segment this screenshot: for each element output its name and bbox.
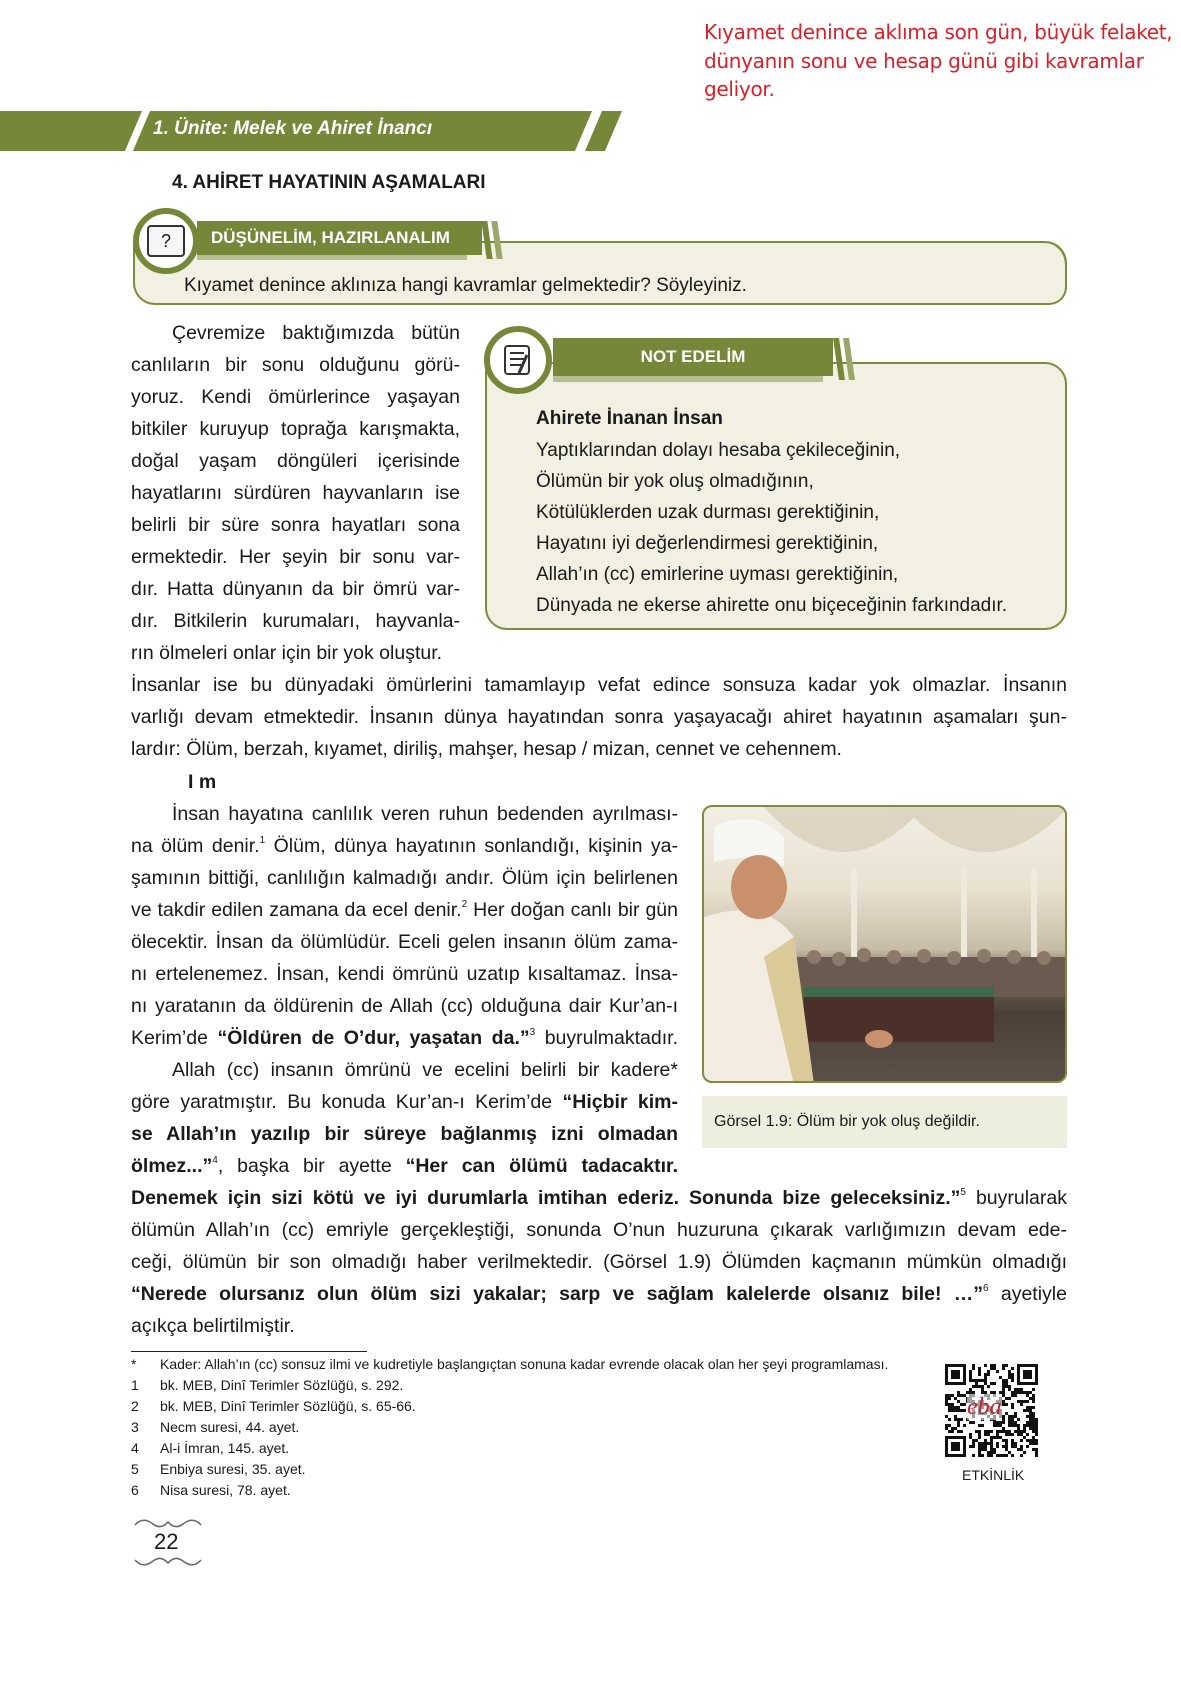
text-line [131, 381, 460, 413]
text-run: lardır: Ölüm, berzah, kıyamet, diriliş, mahşer, hesap / mizan, cennet ve cehennem. [131, 738, 842, 760]
text-run: Allah (cc) insanın ömrünü ve ecelini belirli bir kadere* [172, 1059, 678, 1081]
text-run: açıkça belirtilmiştir. [131, 1315, 295, 1337]
text-line [131, 573, 460, 605]
note-item: Ölümün bir yok oluş olmadığının, [536, 471, 814, 492]
footnote-number: 5 [131, 1461, 139, 1477]
note-box-title [553, 338, 833, 376]
text-line [131, 862, 678, 894]
text-run: Her doğan canlı bir gün [467, 899, 678, 921]
footnote-number: * [131, 1356, 137, 1372]
text-line [172, 317, 460, 349]
section-heading: 4. AHİRET HAYATININ AŞAMALARI [172, 172, 486, 193]
text-line [131, 1150, 678, 1182]
notepad-icon [484, 326, 552, 394]
verse-quote: “Her can ölümü tadacaktır. [405, 1155, 678, 1177]
text-line [131, 637, 460, 669]
text-run: varlığı devam etmektedir. İnsanın dünya hayatından sonra yaşayacağı ahiret hayatının aşamaları şun- [131, 706, 1067, 728]
text-run: ayetiyle [988, 1283, 1067, 1305]
note-item: Hayatını iyi değerlendirmesi gerektiğinin, [536, 533, 879, 554]
figure-caption: Görsel 1.9: Ölüm bir yok oluş değildir. [702, 1096, 1067, 1148]
text-run: dır. Bitkilerin kurumaları, hayvanla- [131, 610, 460, 632]
think-question: Kıyamet denince aklınıza hangi kavramlar gelmektedir? Söyleyiniz. [184, 275, 747, 296]
text-run: ve takdir edilen zamana da ecel denir. [131, 899, 462, 921]
think-box-border [480, 241, 1067, 265]
text-run: ermektedir. Her şeyin bir sonu var- [131, 546, 460, 568]
footnote-divider [131, 1351, 367, 1352]
text-line [131, 509, 460, 541]
text-run: bitkiler kuruyup toprağa karışmakta, [131, 418, 460, 440]
footnote-number: 2 [131, 1398, 139, 1414]
subheading-olum: I m [188, 771, 217, 793]
handwritten-answer-note [704, 18, 1174, 104]
footnote-number: 3 [131, 1419, 139, 1435]
page-number: 22 [154, 1529, 179, 1554]
text-run: nı yaratanın da öldürenin de Allah (cc) olduğuna dair Kur’an-ı [131, 995, 678, 1017]
note-box [485, 362, 1067, 630]
text-line [131, 349, 460, 381]
eba-logo: eba [967, 1394, 1002, 1420]
footnote-text: Enbiya suresi, 35. ayet. [160, 1461, 306, 1477]
think-box-title-text: DÜŞÜNELİM, HAZIRLANALIM [211, 228, 450, 247]
note-item: Kötülüklerden uzak durması gerektiğinin, [536, 502, 880, 523]
text-run: na ölüm denir. [131, 835, 260, 857]
text-line [131, 413, 460, 445]
footnote-text: Necm suresi, 44. ayet. [160, 1419, 300, 1435]
ornament-bottom-icon [133, 1555, 203, 1569]
text-run: göre yaratmıştır. Bu konuda Kur’an-ı Kerim’de [131, 1091, 563, 1113]
text-run: doğal yaşam döngüleri içerisinde [131, 450, 460, 472]
text-run: dır. Hatta dünyanın da bir ömrü var- [131, 578, 460, 600]
checklist-icon [501, 343, 535, 377]
question-bubble-icon [133, 208, 199, 274]
footnote-text: Nisa suresi, 78. ayet. [160, 1482, 291, 1498]
text-line [131, 1022, 678, 1054]
footnote-text: bk. MEB, Dinî Terimler Sözlüğü, s. 292. [160, 1377, 404, 1393]
text-run: nı ertelenemez. İnsan, kendi ömrünü uzatıp kısaltamaz. İnsa- [131, 963, 678, 985]
annotation-line: dünyanın sonu ve hesap günü gibi kavramlar [704, 48, 1144, 73]
text-run: ceği, ölümün bir son olmadığı haber verilmektedir. (Görsel 1.9) Ölümden kaçmanın mümkün olmadığı [131, 1251, 1067, 1273]
text-line [131, 958, 678, 990]
verse-quote: se Allah’ın yazılıp bir süreye bağlanmış izni olmadan [131, 1123, 678, 1145]
unit-title: 1. Ünite: Melek ve Ahiret İnancı [153, 118, 433, 139]
footnote-ref: 5 [960, 1187, 966, 1198]
footnote-number: 6 [131, 1482, 139, 1498]
footnote-ref: 4 [212, 1155, 218, 1166]
footnote-ref: 1 [259, 835, 266, 846]
note-box-title-text: NOT EDELİM [640, 347, 746, 366]
funeral-prayer-photo [702, 805, 1067, 1083]
footnote-ref: 2 [461, 899, 468, 910]
text-line [131, 733, 1067, 765]
text-run: İnsanlar ise bu dünyadaki ömürlerini tamamlayıp vefat edince sonsuza kadar yok olmazlar. İnsanın [131, 674, 1067, 696]
note-item: Yaptıklarından dolayı hesaba çekileceğinin, [536, 440, 901, 461]
text-line [131, 1118, 678, 1150]
text-line [131, 445, 460, 477]
text-run: Çevremize baktığımızda bütün [172, 322, 460, 344]
text-line [131, 894, 678, 926]
verse-quote: “Öldüren de O’dur, yaşatan da.” [217, 1027, 530, 1049]
text-run: İnsan hayatına canlılık veren ruhun bedenden ayrılması- [172, 803, 678, 825]
note-subtitle: Ahirete İnanan İnsan [536, 408, 723, 429]
text-run: belirli bir süre sonra hayatları sona [131, 514, 460, 536]
text-line [172, 1054, 678, 1086]
text-run: hayatlarını sürdüren hayvanların ise [131, 482, 460, 504]
text-run: ölümün Allah’ın (cc) emriyle gerçekleştiği, sonunda O’nun huzuruna çıkarak varlığımızın devam ede- [131, 1219, 1067, 1241]
text-line [131, 1246, 1067, 1278]
text-line [131, 926, 678, 958]
think-box-title [197, 221, 482, 255]
footnote-number: 4 [131, 1440, 139, 1456]
note-item: Dünyada ne ekerse ahirette onu biçeceğinin farkındadır. [536, 595, 1008, 616]
ornament-top-icon [133, 1516, 203, 1530]
text-line [131, 669, 1067, 701]
text-line [131, 477, 460, 509]
text-run: yoruz. Kendi ömürlerince yaşayan [131, 386, 460, 408]
text-line [131, 1278, 1067, 1310]
footnote-text: bk. MEB, Dinî Terimler Sözlüğü, s. 65-66. [160, 1398, 416, 1414]
text-run: Kerim’de [131, 1027, 218, 1049]
text-run: rın ölmeleri onlar için bir yok oluştur. [131, 642, 443, 664]
footnote-ref: 3 [529, 1027, 536, 1038]
photo-illustration [704, 807, 1067, 1083]
text-line [131, 541, 460, 573]
verse-quote: Denemek için sizi kötü ve iyi durumlarla imtihan ederiz. Sonunda bize geleceksiniz.” [131, 1187, 961, 1209]
speech-bubble-icon: ? [147, 225, 185, 257]
text-line [131, 830, 678, 862]
text-run: buyrulmaktadır. [535, 1027, 678, 1049]
text-line [131, 1086, 678, 1118]
verse-quote: ölmez...” [131, 1155, 213, 1177]
footnote-text: Al-i İmran, 145. ayet. [160, 1440, 290, 1456]
text-run: şamının bittiği, canlılığın kalmadığı andır. Ölüm için belirlenen [131, 867, 678, 889]
text-run: Ölüm, dünya hayatının sonlandığı, kişinin ya- [265, 835, 678, 857]
text-line [131, 1310, 1067, 1342]
verse-quote: “Nerede olursanız olun ölüm sizi yakalar; sarp ve sağlam kalelerde olsanız bile! …” [131, 1283, 983, 1305]
text-line [131, 1214, 1067, 1246]
qr-label: ETKİNLİK [962, 1467, 1025, 1483]
note-item: Allah’ın (cc) emirlerine uyması gerektiğinin, [536, 564, 899, 585]
text-run: buyrularak [965, 1187, 1067, 1209]
text-line [131, 1182, 1067, 1214]
footnote-number: 1 [131, 1377, 139, 1393]
footnote-text: Kader: Allah’ın (cc) sonsuz ilmi ve kudretiyle başlangıçtan sonuna kadar evrende olacak olan her şeyi programlaması. [160, 1356, 889, 1372]
annotation-line: geliyor. [704, 77, 775, 101]
qr-code[interactable] [945, 1364, 1038, 1457]
text-run: ölecektir. İnsan da ölümlüdür. Eceli gelen insanın ölüm zama- [131, 931, 678, 953]
footnote-ref: 6 [983, 1283, 989, 1294]
text-run: , başka bir ayette [217, 1155, 406, 1177]
text-line [172, 798, 678, 830]
text-run: canlıların bir sonu olduğunu görü- [131, 354, 460, 376]
verse-quote: “Hiçbir kim- [562, 1091, 678, 1113]
annotation-line: Kıyamet denince aklıma son gün, büyük felaket, [704, 20, 1173, 44]
text-line [131, 605, 460, 637]
text-line [131, 701, 1067, 733]
text-line [131, 990, 678, 1022]
